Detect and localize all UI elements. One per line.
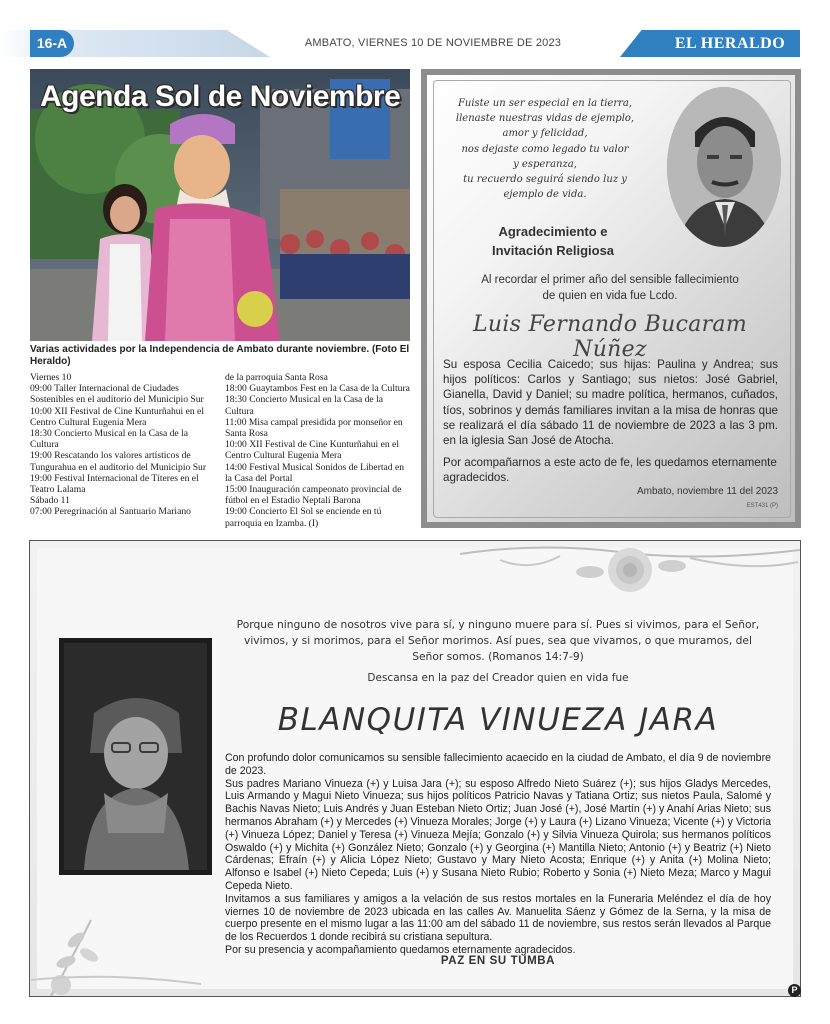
obituary-paragraph: Sus padres Mariano Vinueza (+) y Luisa Jara (+); su esposo Alfredo Nieto Suárez (+); sus hijos Gladys Mercedes, Luis Armando y Magui Nieto Vinueza; sus hijos políticos Patricio Navas y Tatiana Ortiz; sus nietos Paula, Salomé y Bachis Navas Nieto; Luis Andrés y Juan Esteban Nieto Ortiz; Juan José (+), José Martín (+) y Anahí Arias Nieto; sus hermanos Abraham (+) y Mercedes (+) Vinueza Morales; Jorge (+) y Laura (+) Lizano Vinueza; Vicente (+) y Victoria (+) Vinueza López; Daniel y Teresa (+) Vinueza Mejía; Gonzalo (+) y Silvia Vinueza Quirola; sus hermanos políticos Oswaldo (+) y Michita (+) González Nieto; Gonzalo (+) y Georgina (+) Mantilla Nieto; Antonio (+) y Beatriz (+) Nieto Cárdenas; Efraín (+) y Alicia López Nieto; Gustavo y Mary Nieto Acosta; Enrique (+) y Anita (+) Molina Nieto; Alfonso e Isabel (+) Nieto Cepeda; Luis (+) y Susana Nieto Rubio; Roberto y Sonia (+) Nieto Meza; Marco y Magui Cepeda Nieto. <box>225 777 771 892</box>
obituary-1-closing: Por acompañarnos a este acto de fe, les quedamos eternamente agradecidos. <box>443 456 777 485</box>
rest-in-peace-line: Descansa en la paz del Creador quien en vida fue <box>367 672 629 684</box>
photo-caption: Varias actividades por la Independencia de Ambato durante noviembre. (Foto El Heraldo) <box>30 344 410 367</box>
deceased-name-1: Luis Fernando Bucaram Núñez <box>472 312 748 362</box>
newspaper-name: EL HERALDO <box>674 35 786 52</box>
event-item: 10:00 XII Festival de Cine Kunturñahui en el Centro Cultural Eugenia Mera <box>225 439 399 462</box>
event-item: 07:00 Peregrinación al Santuario Mariano <box>30 506 191 518</box>
deceased-name-2: BLANQUITA VINUEZA JARA <box>277 702 719 738</box>
event-item: 09:00 Taller Internacional de Ciudades Sostenibles en el auditorio del Municipio Sur <box>30 383 204 406</box>
page-mark: P <box>788 984 801 997</box>
event-item: Sábado 11 <box>30 495 70 507</box>
obituary-paragraph: Por su presencia y acompañamiento quedamos eternamente agradecidos. <box>225 943 576 956</box>
event-item: Viernes 10 <box>30 372 72 383</box>
deceased-portrait-1 <box>667 87 781 247</box>
header-date: AMBATO, VIERNES 10 DE NOVIEMBRE DE 2023 <box>304 37 562 49</box>
event-item: 19:00 Rescatando los valores artísticos de Tungurahua en el auditorio del Municipio Sur <box>30 450 207 473</box>
obituary-2-closing: PAZ EN SU TUMBA <box>440 955 556 967</box>
event-item: 15:00 Inauguración campeonato provincial de fútbol en el Estadio Neptalí Barona <box>225 484 402 507</box>
event-item: 19:00 Festival Internacional de Títeres en el Teatro Lalama <box>30 472 199 496</box>
event-item: 10:00 XII Festival de Cine Kunturñahui en el Centro Cultural Eugenia Mera <box>30 405 204 428</box>
poem-line: tu recuerdo seguirá siendo luz y <box>463 174 627 186</box>
event-item: de la parroquia Santa Rosa <box>225 372 328 383</box>
obituary-1-place-date: Ambato, noviembre 11 del 2023 <box>636 486 778 497</box>
man-portrait-image <box>667 87 781 247</box>
page-number: 16-A <box>30 30 74 57</box>
obituary-1-intro <box>440 272 780 304</box>
deceased-portrait-2 <box>64 643 207 870</box>
rose-ornament-icon <box>460 542 800 602</box>
intro-line: de quien en vida fue Lcdo. <box>542 290 678 302</box>
event-item: 18:30 Concierto Musical en la Casa de la Cultura <box>225 394 383 417</box>
event-item: 18:00 Guaytambos Fest en la Casa de la Cultura <box>225 383 410 395</box>
floral-ornament-icon <box>31 900 201 996</box>
obituary-1-poem <box>436 96 654 202</box>
obituary-paragraph: Con profundo dolor comunicamos su sensible fallecimiento acaecido en la ciudad de Ambato, el día 9 de noviembre de 2023. <box>225 752 771 777</box>
obituary-paragraph: Invitamos a sus familiares y amigos a la velación de sus restos mortales en la Funeraria Meléndez el día de hoy viernes 10 de noviembre de 2023 ubicada en las calles Av. Manuelita Sáenz y Gómez de la Serna, y la misa de cuerpo presente en el mismo lugar a las 11:00 am del sábado 11 de noviembre, sus restos serán llevados al Parque de los Recuerdos 1 donde recibirá su cristiana sepultura. <box>225 892 771 944</box>
obituary-1-family-text: Su esposa Cecilia Caicedo; sus hijas: Paulina y Andrea; sus hijos políticos: Carlos y Santiago; sus nietos: José Gabriel, Gianella, David y Daniel; su madre política, hermanos, cuñados, tíos, sobrinos y demás familiares invitan a la misa de honras que se realizará el día sábado 11 de noviembre de 2023 a las 3 pm. en la iglesia San José de Atocha. <box>443 358 778 448</box>
intro-line: Al recordar el primer año del sensible fallecimiento <box>481 274 739 286</box>
bible-verse: Porque ninguno de nosotros vive para sí, y ninguno muere para sí. Pues si vivimos, para el Señor, vivimos, y si morimos, para el Señor morimos. Así pues, sea que vivamos, o que muramos, del Señor somos. (Romanos 14:7-9) <box>236 618 760 663</box>
event-item: 18:30 Concierto Musical en la Casa de la Cultura <box>30 428 188 451</box>
poem-line: amor y felicidad, <box>502 128 588 140</box>
event-item: 14:00 Festival Musical Sonidos de Libertad en la Casa del Portal <box>225 461 405 484</box>
ad-code: EST431 (P) <box>746 503 778 509</box>
events-column-2 <box>225 372 410 529</box>
obituary-2-body <box>225 752 771 957</box>
events-column-1 <box>30 372 215 518</box>
poem-line: ejemplo de vida. <box>503 189 587 201</box>
agenda-title: Agenda Sol de Noviembre <box>40 80 401 113</box>
obituary-1-heading <box>468 222 638 260</box>
heading-line: Agradecimiento e <box>498 224 608 239</box>
heading-line: Invitación Religiosa <box>491 243 615 258</box>
event-item: 11:00 Misa campal presidida por monseñor en Santa Rosa <box>225 416 403 440</box>
poem-line: Fuiste un ser especial en la tierra, <box>457 98 633 109</box>
event-item: 19:00 Concierto El Sol se enciende en tú parroquia en Izamba. (I) <box>225 506 382 529</box>
poem-line: nos dejaste como legado tu valor <box>461 143 629 155</box>
poem-line: y esperanza, <box>513 158 577 170</box>
woman-portrait-image <box>64 643 207 870</box>
poem-line: llenaste nuestras vidas de ejemplo, <box>455 113 635 125</box>
